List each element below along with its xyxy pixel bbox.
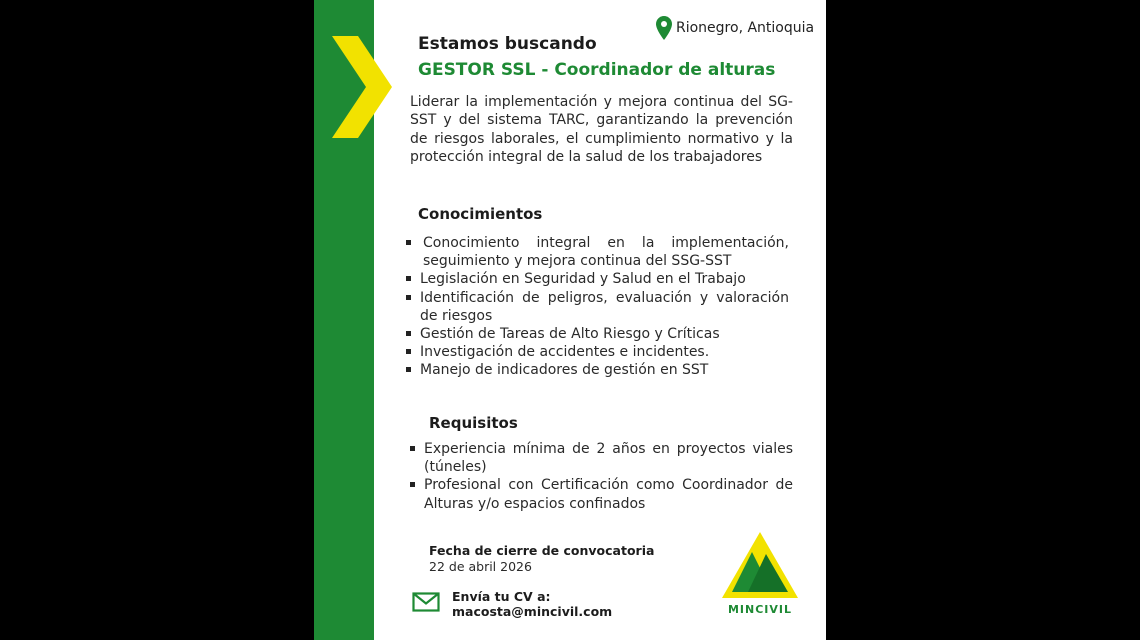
list-item: Legislación en Seguridad y Salud en el Trabajo (406, 270, 789, 288)
job-title: GESTOR SSL - Coordinador de alturas (418, 60, 776, 80)
requirements-heading: Requisitos (429, 414, 518, 432)
mincivil-logo (722, 532, 798, 616)
knowledge-list (406, 234, 789, 380)
contact-email: macosta@mincivil.com (452, 604, 613, 619)
list-item: Investigación de accidentes e incidentes. (406, 343, 789, 361)
cv-label: Envía tu CV a: (452, 589, 551, 604)
mountain-logo-icon (722, 532, 798, 598)
location (656, 16, 814, 40)
list-item: Gestión de Tareas de Alto Riesgo y Críticas (406, 325, 789, 343)
list-item: Identificación de peligros, evaluación y valoración de riesgos (406, 289, 789, 325)
eyebrow-heading: Estamos buscando (418, 34, 597, 54)
logo-wordmark: MINCIVIL (727, 603, 793, 616)
envelope-icon (412, 592, 440, 612)
list-item: Experiencia mínima de 2 años en proyectos viales (túneles) (410, 440, 793, 476)
list-item: Profesional con Certificación como Coordinador de Alturas y/o espacios confinados (410, 476, 793, 512)
list-item: Manejo de indicadores de gestión en SST (406, 361, 789, 379)
location-text: Rionegro, Antioquia (676, 20, 815, 36)
list-item: Conocimiento integral en la implementación, seguimiento y mejora continua del SSG-SST (406, 234, 789, 270)
chevron-arrow-icon (332, 36, 392, 138)
closing-date-value: 22 de abril 2026 (429, 559, 532, 574)
job-poster (314, 0, 826, 640)
requirements-list (410, 440, 793, 513)
map-pin-icon (656, 16, 672, 40)
closing-date-label: Fecha de cierre de convocatoria (429, 543, 655, 558)
intro-paragraph: Liderar la implementación y mejora continua del SG-SST y del sistema TARC, garantizando la prevención de riesgos laborales, el cumplimiento normativo y la protección integral de la salud de los trabajadores (410, 94, 793, 165)
knowledge-heading: Conocimientos (418, 205, 543, 223)
